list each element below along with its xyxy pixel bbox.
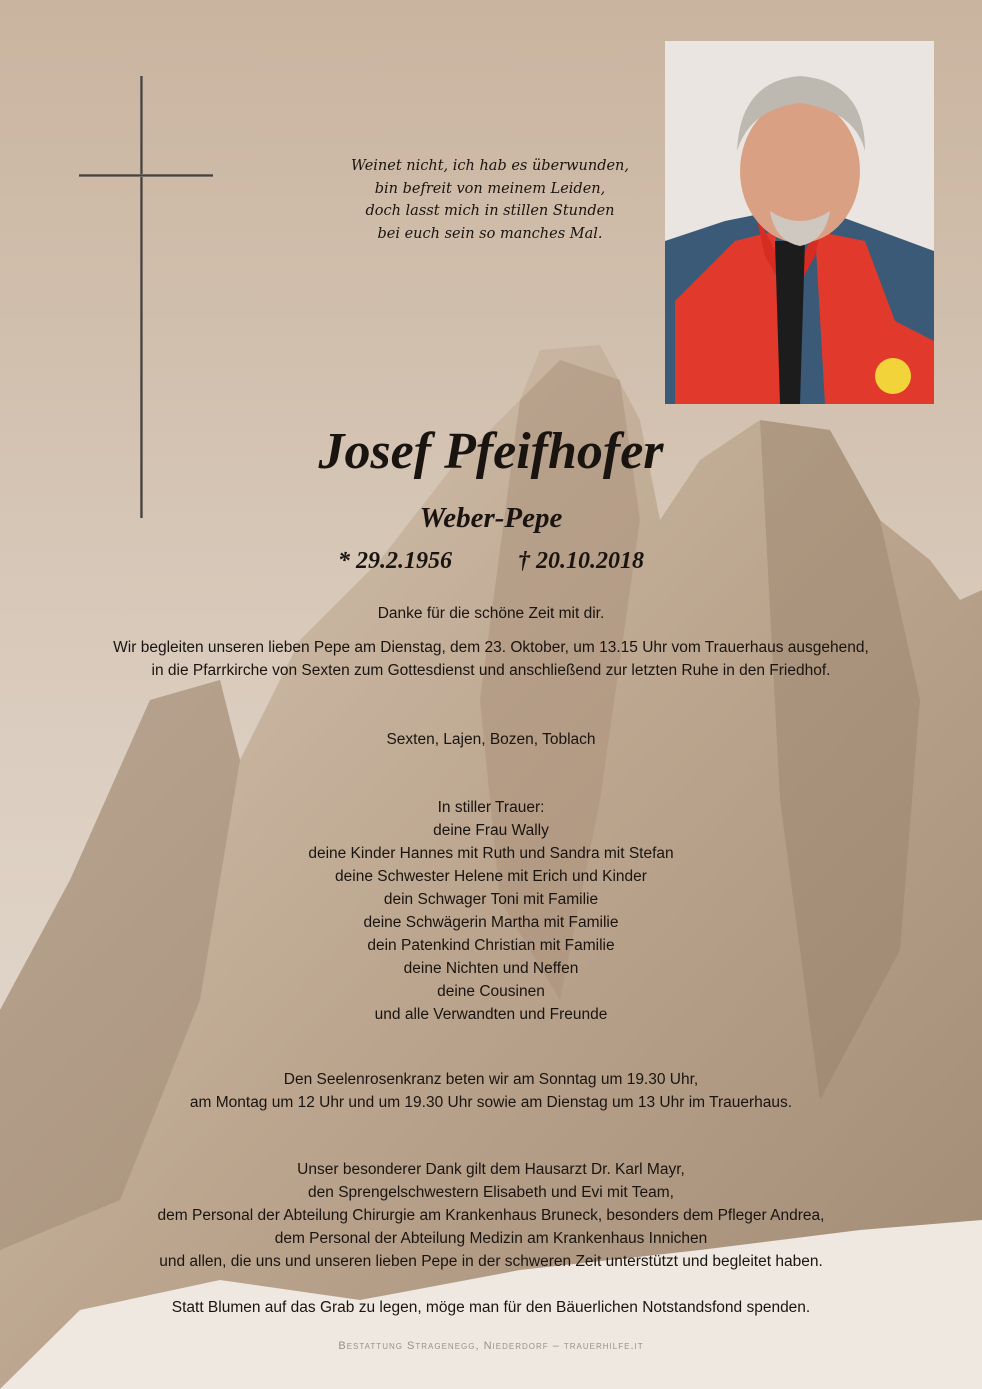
text-line: Wir begleiten unseren lieben Pepe am Dienstag, dem 23. Oktober, um 13.15 Uhr vom Trauerhaus ausgehend, <box>113 639 869 656</box>
gratitude <box>0 1158 982 1273</box>
nickname: Weber-Pepe <box>419 502 563 534</box>
mourner: deine Nichten und Neffen <box>403 960 579 977</box>
mourner: deine Cousinen <box>437 983 545 1000</box>
deceased-name: Josef Pfeifhofer <box>318 423 664 480</box>
portrait-photo <box>665 41 934 404</box>
text-line: Den Seelenrosenkranz beten wir am Sonntag um 19.30 Uhr, <box>283 1071 699 1088</box>
text-line: den Sprengelschwestern Elisabeth und Evi mit Team, <box>308 1184 674 1201</box>
text-line: in die Pfarrkirche von Sexten zum Gottesdienst und anschließend zur letzten Ruhe in den Friedhof. <box>151 662 831 679</box>
poem-line: bin befreit von meinem Leiden, <box>374 180 606 197</box>
poem-line: Weinet nicht, ich hab es überwunden, <box>350 158 630 174</box>
birth-date: * 29.2.1956 <box>338 548 452 574</box>
text-line: dem Personal der Abteilung Chirurgie am Krankenhaus Bruneck, besonders dem Pfleger Andrea, <box>157 1207 825 1224</box>
poem-line: bei euch sein so manches Mal. <box>377 225 603 242</box>
mourners-heading: In stiller Trauer: <box>437 799 545 816</box>
flowers-note: Statt Blumen auf das Grab zu legen, möge man für den Bäuerlichen Notstandsfond spenden. <box>171 1299 811 1316</box>
mourners-list <box>0 796 982 1026</box>
footer-credit: Bestattung Stragenegg, Niederdorf – trauerhilfe.it <box>338 1340 644 1352</box>
rosary-info <box>0 1068 982 1114</box>
places: Sexten, Lajen, Bozen, Toblach <box>386 731 596 748</box>
mourner: deine Schwägerin Martha mit Familie <box>363 914 619 931</box>
poem-line: doch lasst mich in stillen Stunden <box>365 203 615 219</box>
life-dates <box>0 548 982 575</box>
mourner: und alle Verwandten und Freunde <box>374 1006 608 1023</box>
mourner: dein Schwager Toni mit Familie <box>383 891 599 908</box>
text-line: und allen, die uns und unseren lieben Pepe in der schweren Zeit unterstützt und begleitet haben. <box>159 1253 823 1270</box>
text-line: Unser besonderer Dank gilt dem Hausarzt Dr. Karl Mayr, <box>297 1161 685 1178</box>
text-line: dem Personal der Abteilung Medizin am Krankenhaus Innichen <box>274 1230 708 1247</box>
mourner: dein Patenkind Christian mit Familie <box>367 937 615 954</box>
cross-icon-horizontal <box>79 174 213 177</box>
funeral-info <box>0 636 982 682</box>
mourner: deine Schwester Helene mit Erich und Kinder <box>335 868 647 885</box>
poem <box>340 155 640 245</box>
mourner: deine Frau Wally <box>433 822 549 839</box>
mourner: deine Kinder Hannes mit Ruth und Sandra mit Stefan <box>308 845 674 862</box>
thanks-line: Danke für die schöne Zeit mit dir. <box>377 605 605 622</box>
text-line: am Montag um 12 Uhr und um 19.30 Uhr sowie am Dienstag um 13 Uhr im Trauerhaus. <box>189 1094 793 1111</box>
death-date: † 20.10.2018 <box>518 548 644 574</box>
